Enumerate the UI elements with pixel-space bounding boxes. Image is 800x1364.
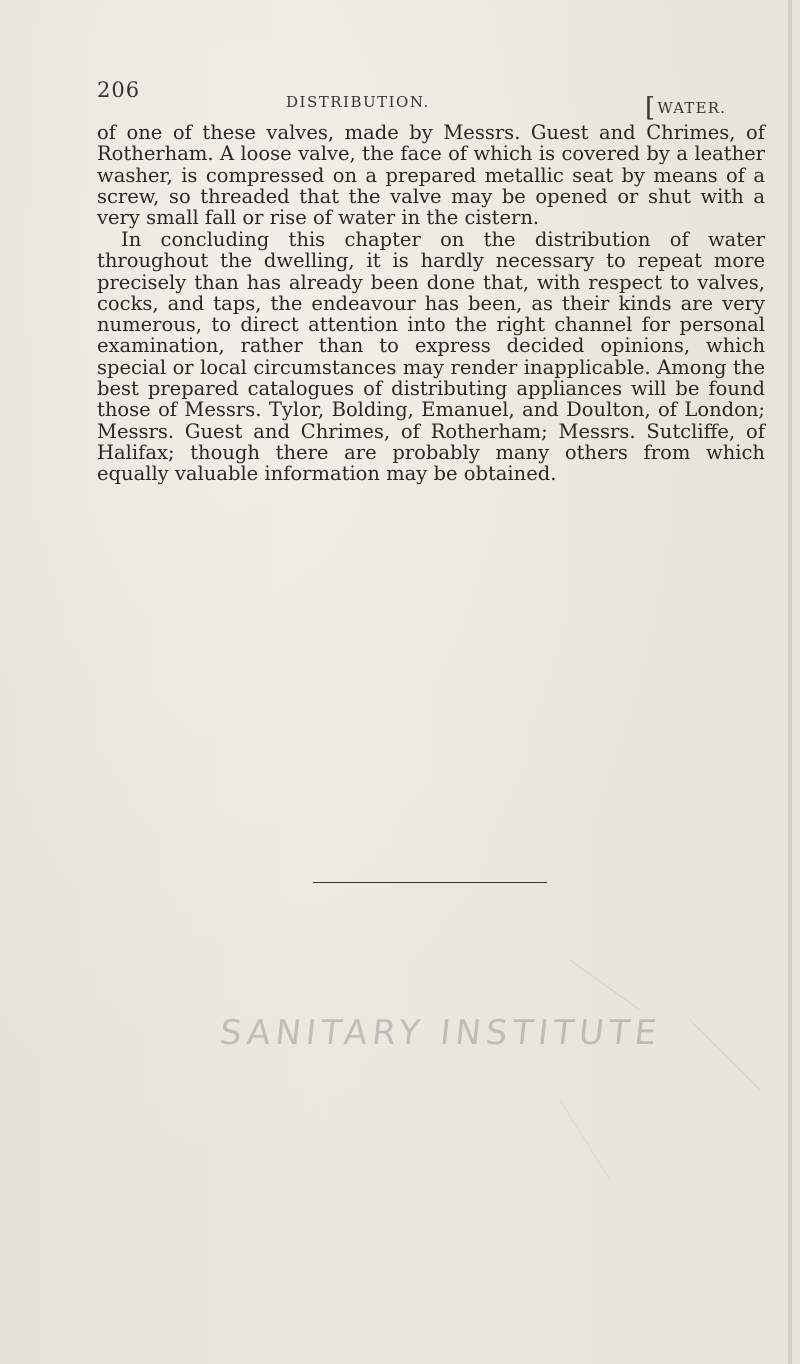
paragraph-concluding: In concluding this chapter on the distribution of water throughout the dwelling, it is hardly necessary to repeat more precisely than has already been done that, with respect to valves, cocks, and taps, the endeavour has been, as their kinds are very numerous, to direct attention into the right channel for personal examination, rather than to express decided opinions, which special or local circumstances may render inapplicable. Among the best prepared catalogues of distributing appliances will be found those of Messrs. Tylor, Bolding, Emanuel, and Doulton, of London; Messrs. Guest and Chrimes, of Rotherham; Messrs. Sutcliffe, of Halifax; though there are probably many others from which equally valuable information may be obtained. bbox=[97, 228, 765, 486]
section-head bbox=[645, 93, 726, 123]
section-bracket: [ bbox=[645, 93, 657, 123]
library-stamp bbox=[217, 1013, 664, 1073]
page-number: 206 bbox=[97, 78, 141, 102]
end-of-chapter-rule bbox=[313, 882, 547, 883]
stamp-text: SANITARY INSTITUTE bbox=[217, 1013, 664, 1053]
running-head: DISTRIBUTION. bbox=[286, 93, 430, 111]
paragraph-continuation: of one of these valves, made by Messrs. Guest and Chrimes, of Rotherham. A loose valve, the face of which is covered by a leather washer, is compressed on a prepared metallic seat by means of a screw, so threaded that the valve may be opened or shut with a very small fall or rise of water in the cistern. bbox=[97, 121, 765, 230]
section-title: WATER. bbox=[657, 99, 727, 117]
